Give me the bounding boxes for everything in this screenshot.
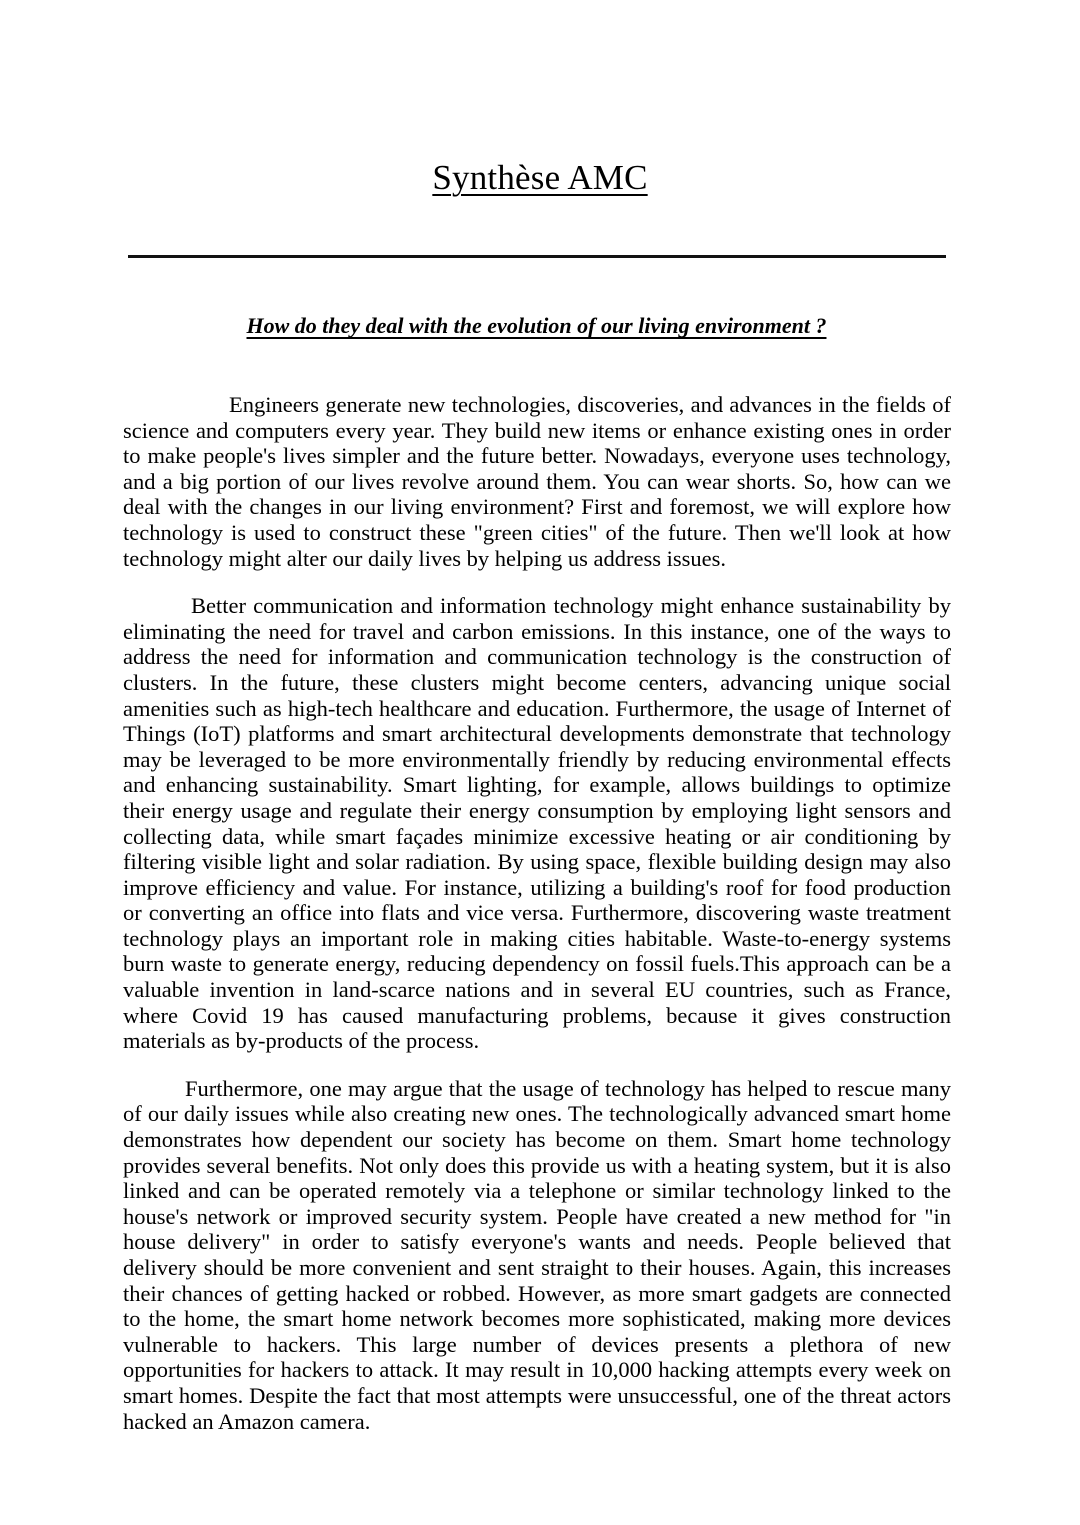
paragraph-1: Engineers generate new technologies, discoveries, and advances in the fields of science and computers every year. They build new items or enhance existing ones in order to make people's lives simpler and the future better. Nowadays, everyone uses technology, and a big portion of our lives revolve around them. You can wear shorts. So, how can we deal with the changes in our living environment? First and foremost, we will explore how technology is used to construct these "green cities" of the future. Then we'll look at how technology might alter our daily lives by helping us address issues. (123, 392, 951, 571)
section-heading (123, 311, 950, 341)
body-text (123, 392, 951, 1434)
paragraph-2: Better communication and information technology might enhance sustainability by eliminating the need for travel and carbon emissions. In this instance, one of the ways to address the need for information and communication technology is the construction of clusters. In the future, these clusters might become centers, advancing unique social amenities such as high-tech healthcare and education. Furthermore, the usage of Internet of Things (IoT) platforms and smart architectural developments demonstrate that technology may be leveraged to be more environmentally friendly by reducing environmental effects and enhancing sustainability. Smart lighting, for example, allows buildings to optimize their energy usage and regulate their energy consumption by employing light sensors and collecting data, while smart façades minimize excessive heating or air conditioning by filtering visible light and solar radiation. By using space, flexible building design may also improve efficiency and value. For instance, utilizing a building's roof for food production or converting an office into flats and vice versa. Furthermore, discovering waste treatment technology plays an important role in making cities habitable. Waste-to-energy systems burn waste to generate energy, reducing dependency on fossil fuels.This approach can be a valuable invention in land-scarce nations and in several EU countries, such as France, where Covid 19 has caused manufacturing problems, because it gives construction materials as by-products of the process. (123, 593, 951, 1054)
page-title-text: Synthèse AMC (432, 158, 648, 198)
page-title (0, 156, 1080, 200)
section-heading-text: How do they deal with the evolution of our living environment ? (246, 313, 827, 339)
paragraph-3: Furthermore, one may argue that the usage of technology has helped to rescue many of our daily issues while also creating new ones. The technologically advanced smart home demonstrates how dependent our society has become on them. Smart home technology provides several benefits. Not only does this provide us with a heating system, but it is also linked and can be operated remotely via a telephone or similar technology linked to the house's network or improved security system. People have created a new method for "in house delivery" in order to satisfy everyone's wants and needs. People believed that delivery should be more convenient and sent straight to their houses. Again, this increases their chances of getting hacked or robbed. However, as more smart gadgets are connected to the home, the smart home network becomes more sophisticated, making more devices vulnerable to hackers. This large number of devices presents a plethora of new opportunities for hackers to attack. It may result in 10,000 hacking attempts every week on smart homes. Despite the fact that most attempts were unsuccessful, one of the threat actors hacked an Amazon camera. (123, 1075, 951, 1434)
horizontal-rule (128, 255, 946, 258)
